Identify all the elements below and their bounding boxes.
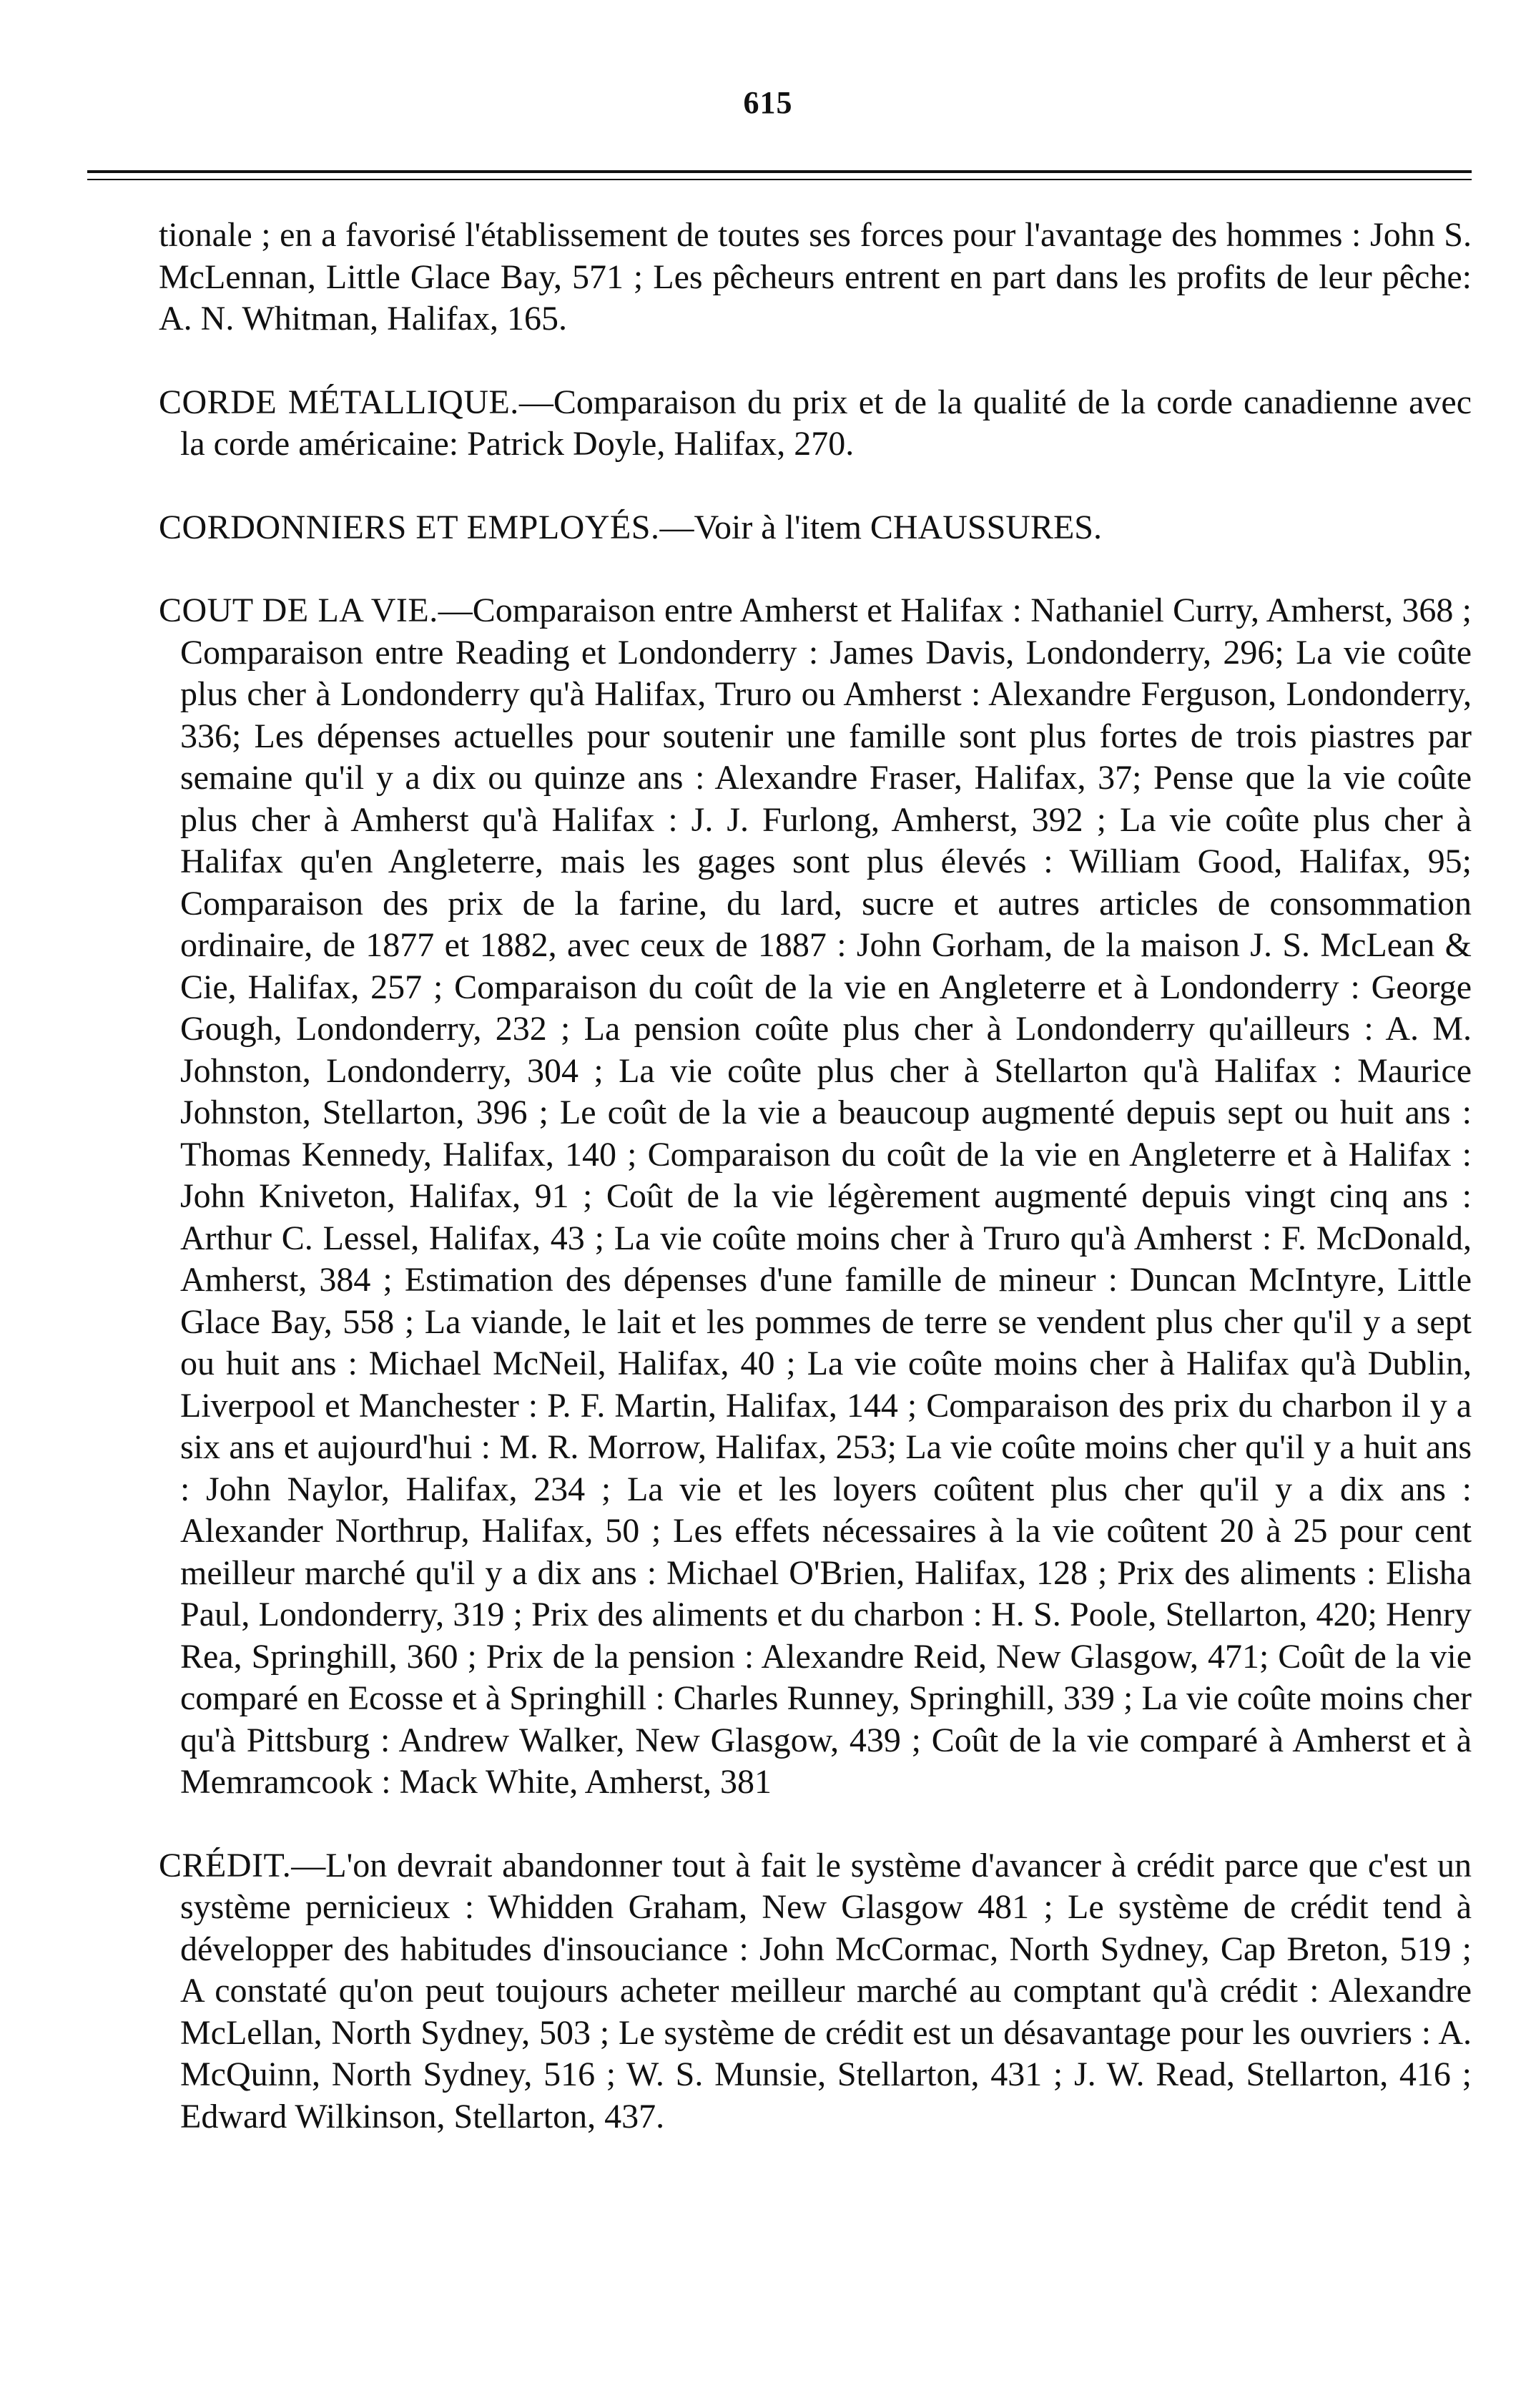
entry-continuation bbox=[159, 215, 1472, 340]
entry-text: tionale ; en a favorisé l'établissement de toutes ses forces pour l'avantage des hommes : John S. McLennan, Little Glace Bay, 571 ; Les pêcheurs entrent en part dans les profits de leur pêche: A. N. Whitman, Halifax, 165. bbox=[159, 216, 1472, 338]
entry-corde-metallique bbox=[159, 382, 1472, 466]
entry-credit bbox=[159, 1845, 1472, 2138]
entry-heading: CRÉDIT. bbox=[159, 1846, 292, 1884]
entry-text: —Comparaison du prix et de la qualité de la corde canadienne avec la corde américaine: Patrick Doyle, Halifax, 270. bbox=[180, 383, 1472, 463]
entry-text: —L'on devrait abandonner tout à fait le système d'avancer à crédit parce que c'est un système pernicieux : Whidden Graham, New Glasgow 481 ; Le système de crédit tend à développer des habitudes d'insouciance : John McCormac, North Sydney, Cap Breton, 519 ; A constaté qu'on peut toujours acheter meilleur marché au comptant qu'à crédit : Alexandre McLellan, North Sydney, 503 ; Le système de crédit est un désavantage pour les ouvriers : A. McQuinn, North Sydney, 516 ; W. S. Munsie, Stellarton, 431 ; J. W. Read, Stellarton, 416 ; Edward Wilkinson, Stellarton, 437. bbox=[180, 1846, 1472, 2136]
entry-heading: COUT DE LA VIE. bbox=[159, 591, 438, 629]
entry-heading: CORDE MÉTALLIQUE. bbox=[159, 383, 519, 421]
entry-text: —Comparaison entre Amherst et Halifax : Nathaniel Curry, Amherst, 368 ; Comparaison entre Reading et Londonderry : James Davis, Londonderry, 296; La vie coûte plus cher à Londonderry qu'à Halifax, Truro ou Amherst : Alexandre Ferguson, Londonderry, 336; Les dépenses actuelles pour soutenir une famille sont plus fortes de trois piastres par semaine qu'il y a dix ou quinze ans : Alexandre Fraser, Halifax, 37; Pense que la vie coûte plus cher à Amherst qu'à Halifax : J. J. Furlong, Amherst, 392 ; La vie coûte plus cher à Halifax qu'en Angleterre, mais les gages sont plus élevés : William Good, Halifax, 95; Comparaison des prix de la farine, du lard, sucre et autres articles de consommation ordinaire, de 1877 et 1882, avec ceux de 1887 : John Gorham, de la maison J. S. McLean & Cie, Halifax, 257 ; Comparaison du coût de la vie en Angleterre et à Londonderry : George Gough, Londonderry, 232 ; La pension coûte plus cher à Londonderry qu'ailleurs : A. M. Johnston, Londonderry, 304 ; La vie coûte plus cher à Stellarton qu'à Halifax : Maurice Johnston, Stellarton, 396 ; Le coût de la vie a beaucoup augmenté depuis sept ou huit ans : Thomas Kennedy, Halifax, 140 ; Comparaison du coût de la vie en Angleterre et à Halifax : John Kniveton, Halifax, 91 ; Coût de la vie légèrement augmenté depuis vingt cinq ans : Arthur C. Lessel, Halifax, 43 ; La vie coûte moins cher à Truro qu'à Amherst : F. McDonald, Amherst, 384 ; Estimation des dépenses d'une famille de mineur : Duncan McIntyre, Little Glace Bay, 558 ; La viande, le lait et les pommes de terre se vendent plus cher qu'il y a sept ou huit ans : Michael McNeil, Halifax, 40 ; La vie coûte moins cher à Halifax qu'à Dublin, Liverpool et Manchester : P. F. Martin, Halifax, 144 ; Comparaison des prix du charbon il y a six ans et aujourd'hui : M. R. Morrow, Halifax, 253; La vie coûte moins cher qu'il y a huit ans : John Naylor, Halifax, 234 ; La vie et les loyers coûtent plus cher qu'il y a dix ans : Alexander Northrup, Halifax, 50 ; Les effets nécessaires à la vie coûtent 20 à 25 pour cent meilleur marché qu'il y a dix ans : Michael O'Brien, Halifax, 128 ; Prix des aliments : Elisha Paul, Londonderry, 319 ; Prix des aliments et du charbon : H. S. Poole, Stellarton, 420; Henry Rea, Springhill, 360 ; Prix de la pension : Alexandre Reid, New Glasgow, 471; Coût de la vie comparé en Ecosse et à Springhill : Charles Runney, Springhill, 339 ; La vie coûte moins cher qu'à Pittsburg : Andrew Walker, New Glasgow, 439 ; Coût de la vie comparé à Amherst et à Memramcook : Mack White, Amherst, 381 bbox=[180, 591, 1472, 1801]
entry-heading: CORDONNIERS ET EMPLOYÉS. bbox=[159, 508, 660, 546]
entry-cout-de-la-vie bbox=[159, 590, 1472, 1804]
entry-cordonniers bbox=[159, 507, 1472, 549]
entry-text: —Voir à l'item CHAUSSURES. bbox=[659, 508, 1102, 546]
page-number: 615 bbox=[743, 85, 793, 120]
header-rule-thin bbox=[87, 179, 1472, 180]
index-entries bbox=[159, 215, 1472, 2179]
header-rule bbox=[87, 170, 1472, 173]
